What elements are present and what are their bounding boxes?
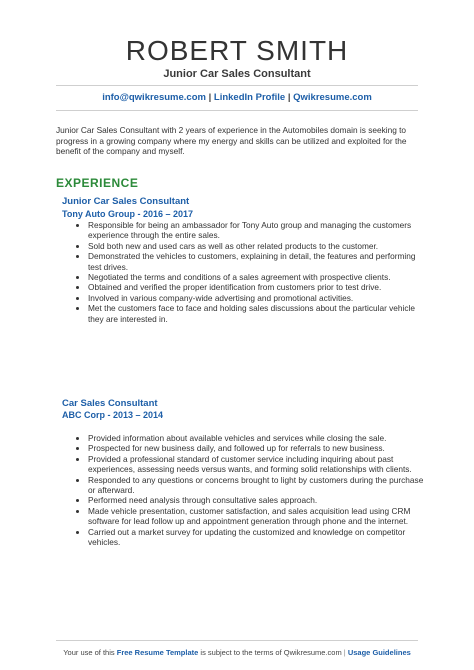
footer-divider [56,640,418,641]
footer-text-pre: Your use of this [63,648,115,657]
contact-separator: | [287,92,291,103]
summary-paragraph: Junior Car Sales Consultant with 2 years of experience in the Automobiles domain is seeking to progress in a growing company where my energy and skills can be utilized and exploited for the benefit of the company and myself. [56,125,407,156]
list-item: • Provided a professional standard of customer service including inquiring about past experiences, assessing needs versus wants, and forming solid relationships with clients. [88,454,428,475]
linkedin-link[interactable]: LinkedIn Profile [213,92,286,103]
job-dates: 2013 – 2014 [113,410,164,420]
usage-guidelines-link[interactable]: Usage Guidelines [347,648,411,657]
list-item: • Made vehicle presentation, customer satisfaction, and sales acquisition lead using CRM software for lead follow up and appointment generation through phone and the internet. [88,506,428,527]
footer-line [0,648,474,657]
job-title: Car Sales Consultant [62,398,158,409]
list-item: • Met the customers face to face and holding sales discussions about the particular vehicle they are interested in. [88,303,428,324]
job-company: ABC Corp [62,410,105,420]
list-item: • Responsible for being an ambassador for Tony Auto group and managing the customers experience through the entire sales. [88,220,428,241]
list-item: • Negotiated the terms and conditions of a sales agreement with prospective clients. [88,272,428,282]
list-item: • Involved in various company-wide advertising and promotional activities. [88,293,428,303]
list-item: • Responded to any questions or concerns brought to light by customers during the purchase or afterward. [88,475,428,496]
job-title: Junior Car Sales Consultant [62,196,190,207]
experience-heading: EXPERIENCE [56,176,139,190]
job-bullets [74,433,428,547]
contact-separator: | [208,92,212,103]
job-dates: 2016 – 2017 [143,209,194,219]
candidate-title: Junior Car Sales Consultant [163,68,311,80]
footer-text-mid: is subject to the terms of Qwikresume.com [200,648,342,657]
list-item: • Provided information about available vehicles and services while closing the sale. [88,433,428,443]
list-item: • Prospected for new business daily, and followed up for referrals to new business. [88,443,428,453]
job-bullets [74,220,428,324]
list-item: • Demonstrated the vehicles to customers, explaining in detail, the features and performing test drives. [88,251,428,272]
header-divider-top [56,85,418,86]
candidate-name: ROBERT SMITH [125,35,349,66]
job-company-dates: ABC Corp - 2013 – 2014 [62,410,164,420]
email-link[interactable]: info@qwikresume.com [102,92,206,103]
contact-line [0,92,474,103]
website-link[interactable]: Qwikresume.com [293,92,372,103]
job-company: Tony Auto Group [62,209,135,219]
job-company-dates: Tony Auto Group - 2016 – 2017 [62,209,194,219]
list-item: • Obtained and verified the proper identification from customers prior to test drive. [88,282,428,292]
header-divider-bottom [56,110,418,111]
list-item: • Carried out a market survey for updating the customized and knowledge on competitor vehicles. [88,527,428,548]
footer-separator: | [343,648,346,657]
list-item: • Sold both new and used cars as well as other related products to the customer. [88,241,428,251]
list-item: • Performed need analysis through consultative sales approach. [88,495,428,505]
free-resume-template-link[interactable]: Free Resume Template [116,648,199,657]
